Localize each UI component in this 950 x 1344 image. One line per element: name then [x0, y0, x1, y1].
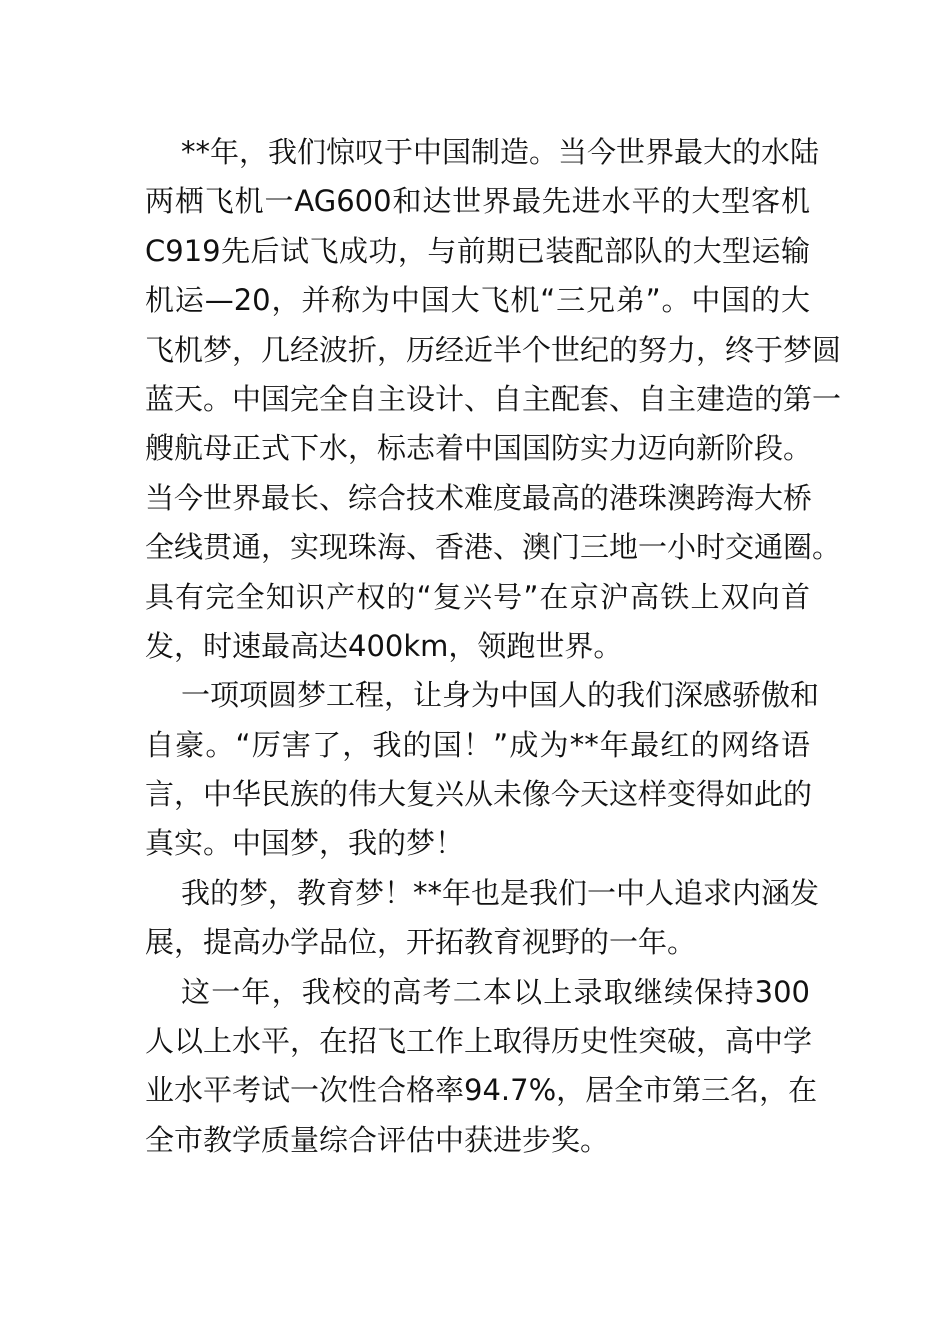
- paragraph-3: [145, 869, 820, 968]
- paragraph-line: 发，时速最高达400km，领跑世界。: [145, 628, 623, 663]
- paragraph-line: 蓝天。中国完全自主设计、自主配套、自主建造的第一: [145, 381, 842, 416]
- paragraph-line: 这一年，我校的高考二本以上录取继续保持300: [181, 974, 810, 1009]
- paragraph-line: 艘航母正式下水，标志着中国国防实力迈向新阶段。: [145, 431, 813, 466]
- paragraph-line: 人以上水平，在招飞工作上取得历史性突破，高中学: [145, 1024, 813, 1059]
- paragraph-line: **年，我们惊叹于中国制造。当今世界最大的水陆: [181, 135, 820, 169]
- paragraph-line: 全线贯通，实现珠海、香港、澳门三地一小时交通圈。: [145, 530, 842, 565]
- paragraph-line: 言，中华民族的伟大复兴从未像今天这样变得如此的: [145, 777, 813, 812]
- paragraph-line: 业水平考试一次性合格率94.7%，居全市第三名，在: [145, 1073, 818, 1108]
- paragraph-line: 具有完全知识产权的“复兴号”在京沪高铁上双向首: [145, 579, 810, 614]
- paragraph-line: 两栖飞机一AG600和达世界最先进水平的大型客机: [145, 184, 810, 219]
- paragraph-2: [145, 671, 820, 869]
- paragraph-line: 机运—20，并称为中国大飞机“三兄弟”。中国的大: [145, 283, 810, 318]
- paragraph-line: 一项项圆梦工程，让身为中国人的我们深感骄傲和: [181, 678, 820, 713]
- paragraph-line: 展，提高办学品位，开拓教育视野的一年。: [145, 925, 697, 960]
- paragraph-line: 我的梦，教育梦！**年也是我们一中人追求内涵发: [181, 875, 820, 910]
- paragraph-line: 全市教学质量综合评估中获进步奖。: [145, 1122, 610, 1157]
- paragraph-line: 当今世界最长、综合技术难度最高的港珠澳跨海大桥: [145, 480, 813, 515]
- document-body: [145, 128, 842, 1165]
- paragraph-4: [145, 968, 818, 1166]
- paragraph-line: C919先后试飞成功，与前期已装配部队的大型运输: [145, 233, 810, 268]
- paragraph-line: 真实。中国梦，我的梦！: [145, 826, 465, 861]
- paragraph-line: 自豪。“厉害了，我的国！”成为**年最红的网络语: [145, 727, 810, 762]
- paragraph-1: [145, 128, 842, 671]
- paragraph-line: 飞机梦，几经波折，历经近半个世纪的努力，终于梦圆: [145, 332, 842, 367]
